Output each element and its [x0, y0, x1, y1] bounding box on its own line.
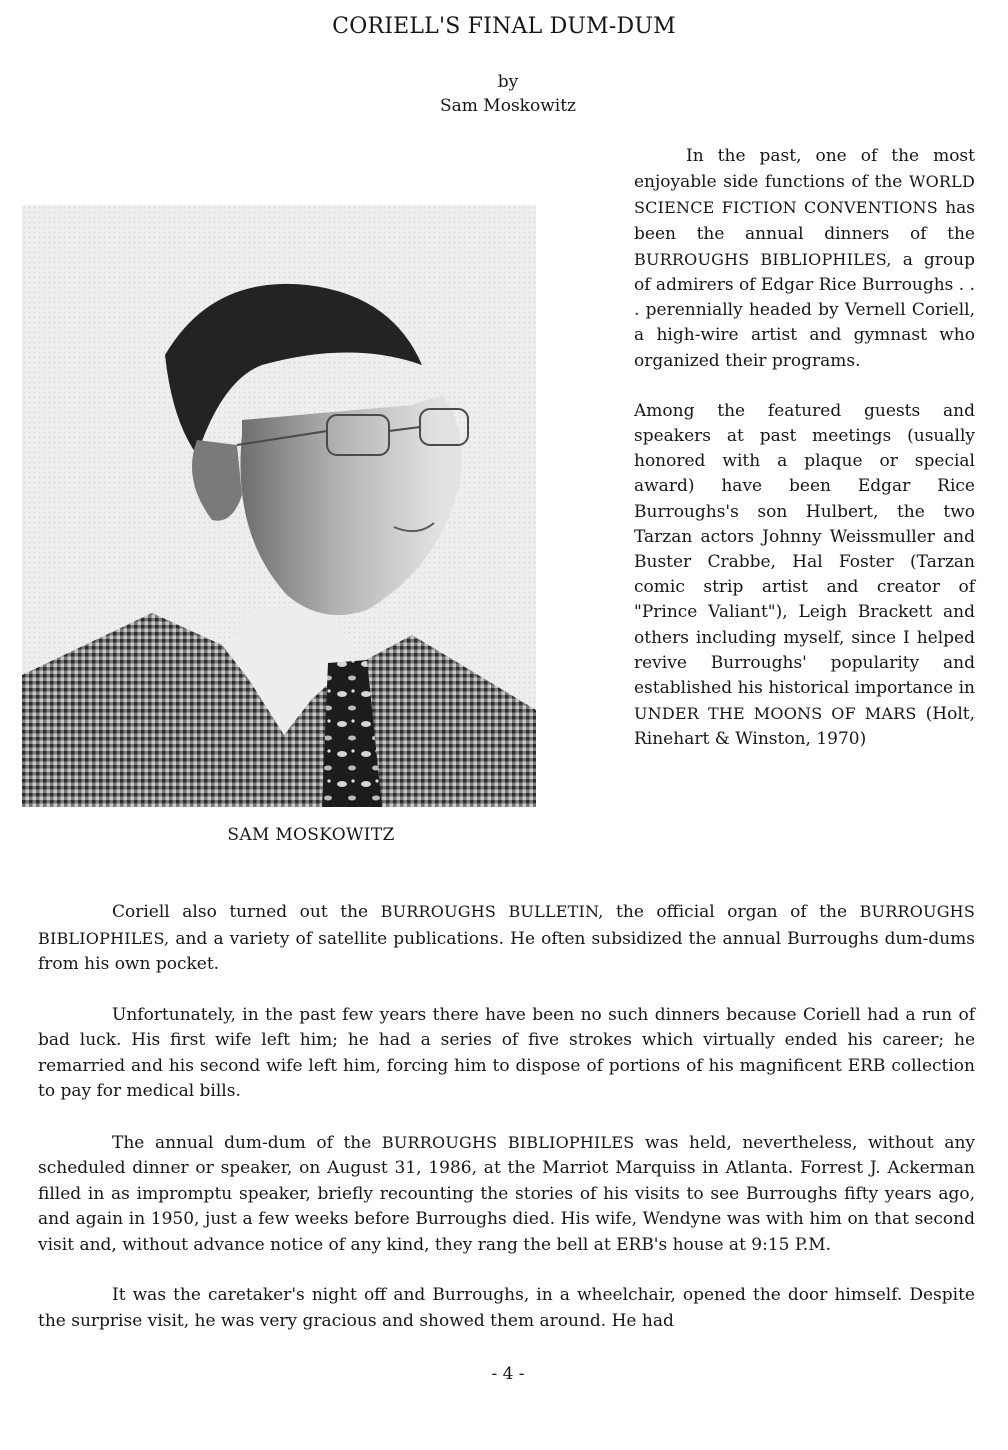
- bulletin-name: BURROUGHS BULLETIN,: [380, 902, 604, 921]
- author-portrait-photo: [22, 205, 536, 807]
- byline-by: by: [497, 72, 519, 92]
- body-paragraph-2: Unfortunately, in the past few years there have been no such dinners because Coriell had a run of bad luck. His first wife left him; he had a series of five strokes which virtually ended his career; he remarried and his second wife left him, forcing him to dispose of portions of his magnificent ERB collection to pay for medical bills.: [38, 1004, 975, 1101]
- convention-name: WORLD SCIENCE FICTION CONVENTIONS: [634, 172, 975, 218]
- article-body: [38, 899, 975, 1359]
- byline-author: Sam Moskowitz: [440, 96, 576, 116]
- society-name: BURROUGHS BIBLIOPHILES,: [38, 902, 975, 948]
- page-number: - 4 -: [491, 1364, 525, 1384]
- article-title: CORIELL'S FINAL DUM-DUM: [332, 14, 676, 39]
- byline: [0, 70, 1008, 118]
- body-paragraph-1: Coriell also turned out the BURROUGHS BULLETIN, the official organ of the BURROUGHS BIBLIOPHILES, and a variety of satellite publications. He often subsidized the annual Burroughs dum-dums from his own pocket.: [38, 902, 975, 974]
- society-name: BURROUGHS BIBLIOPHILES: [381, 1132, 635, 1152]
- body-paragraph-3: The annual dum-dum of the BURROUGHS BIBLIOPHILES was held, nevertheless, without any scheduled dinner or speaker, on August 31, 1986, at the Marriot Marquiss in Atlanta. Forrest J. Ackerman filled in as impromptu speaker, briefly recounting the stories of his visits to see Burroughs fifty years ago, and again in 1950, just a few weeks before Burroughs died. His wife, Wendyne was with him on that second visit and, without advance notice of any kind, they rang the bell at ERB's house at 9:15 P.M.: [38, 1132, 976, 1255]
- intro-paragraph-1: In the past, one of the most enjoyable side functions of the WORLD SCIENCE FICTION CONVENTIONS has been the annual dinners of the BURROUGHS BIBLIOPHILES, a group of admirers of Edgar Rice Burroughs . . . perennially headed by Vernell Coriell, a high-wire artist and gymnast who organized their programs.: [634, 146, 975, 371]
- photo-caption: SAM MOSKOWITZ: [227, 825, 395, 845]
- intro-paragraph-2: Among the featured guests and speakers at past meetings (usually honored with a plaque or special award) have been Edgar Rice Burroughs's son Hulbert, the two Tarzan actors Johnny Weissmuller and Buster Crabbe, Hal Foster (Tarzan comic strip artist and creator of "Prince Valiant"), Leigh Brackett and others including myself, since I helped revive Burroughs' popularity and established his historical importance in UNDER THE MOONS OF MARS (Holt, Rinehart & Winston, 1970): [634, 400, 975, 750]
- book-title: UNDER THE MOONS OF MARS: [634, 704, 917, 724]
- body-paragraph-4: It was the caretaker's night off and Burroughs, in a wheelchair, opened the door himself. Despite the surprise visit, he was very gracious and showed them around. He had: [38, 1285, 975, 1331]
- society-name: BURROUGHS BIBLIOPHILES,: [634, 249, 892, 269]
- intro-column: [634, 144, 975, 778]
